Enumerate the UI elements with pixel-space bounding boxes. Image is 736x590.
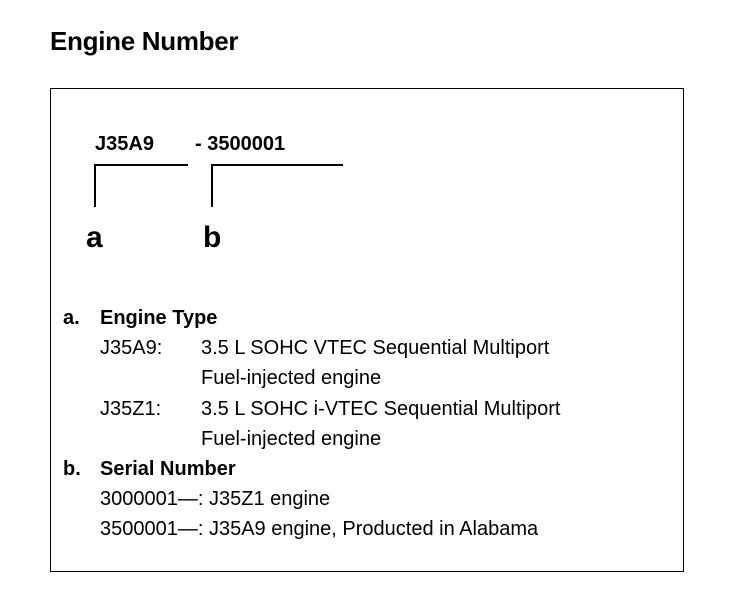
- serial-code: - 3500001: [195, 133, 286, 155]
- engine-type-desc-1-line1: 3.5 L SOHC VTEC Sequential Multiport: [201, 337, 550, 359]
- legend-b-heading: Serial Number: [100, 458, 236, 480]
- engine-type-code-1: J35A9:: [100, 337, 163, 359]
- page-title: Engine Number: [50, 26, 239, 56]
- engine-type-desc-2-line1: 3.5 L SOHC i-VTEC Sequential Multiport: [201, 398, 561, 420]
- legend-a-marker: a.: [63, 307, 80, 329]
- bracket-b-vertical: [211, 164, 213, 207]
- legend-a-heading: Engine Type: [100, 307, 218, 329]
- bracket-b-horizontal: [211, 164, 343, 166]
- label-a: a: [86, 221, 103, 254]
- serial-row-2: 3500001—: J35A9 engine, Producted in Alabama: [100, 518, 539, 540]
- bracket-a-vertical: [94, 164, 96, 207]
- engine-type-code-2: J35Z1:: [100, 398, 162, 420]
- serial-row-1: 3000001—: J35Z1 engine: [100, 488, 331, 510]
- label-b: b: [203, 221, 222, 254]
- engine-number-panel: [50, 88, 684, 572]
- legend-b-marker: b.: [63, 458, 81, 480]
- engine-type-desc-2-line2: Fuel-injected engine: [201, 428, 382, 450]
- engine-type-code: J35A9: [95, 133, 154, 155]
- engine-type-desc-1-line2: Fuel-injected engine: [201, 367, 382, 389]
- bracket-a-horizontal: [94, 164, 188, 166]
